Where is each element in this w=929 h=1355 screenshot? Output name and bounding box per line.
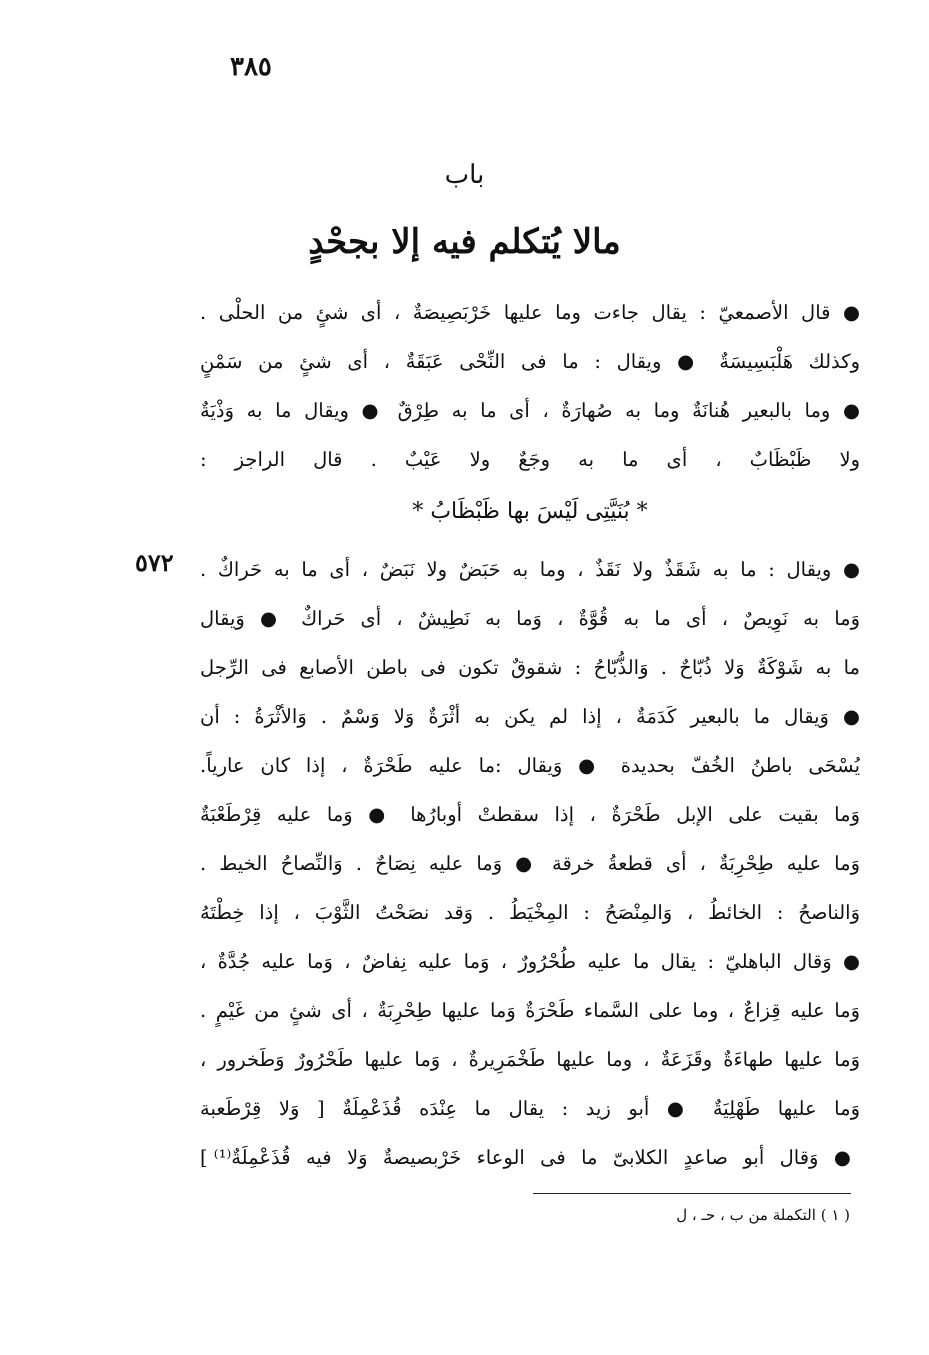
text-line: ● ويقال : ما به شَقَذٌ ولا نَقَذٌ ، وما به حَبَضٌ ولا نَبَضٌ ، أى ما به حَراكٌ . bbox=[200, 558, 860, 581]
text-line: وَما بقيت على الإبل طَحْرَةٌ ، إذا سقطتْ أوبارُها ● وَما عليه قِرْطَعْبَةٌ bbox=[200, 803, 860, 826]
footnote-divider bbox=[533, 1193, 851, 1194]
text-line: وكذلك هَلْبَسِيسَةٌ ● ويقال : ما فى النِّحْى عَبَقَةٌ ، أى شئٍ من سَمْنٍ bbox=[200, 350, 860, 373]
verse-line: * بُنَيَّتِى لَيْسَ بها ظَبْظَابُ * bbox=[412, 499, 648, 524]
chapter-label: باب bbox=[444, 160, 485, 190]
text-line: يُسْحَى باطنُ الخُفّ بحديدة ● وَيقال :ما عليه طَحْرَةٌ ، إذا كان عارياً. bbox=[200, 754, 860, 777]
chapter-title: مالا يُتكلم فيه إلا بجحْدٍ bbox=[308, 222, 621, 262]
text-line: ● وَقال أبو صاعدٍ الكلابىّ ما فى الوعاء خَرْبصيصةٌ وَلا فيه قُذَعْمِلَةٌ⁽¹⁾ ] bbox=[200, 1146, 860, 1169]
text-line: وَما عليه طِحْرِبَةٌ ، أى قطعةُ خرقة ● وَما عليه نِصَاحٌ . وَالنِّصاحُ الخيط . bbox=[200, 852, 860, 875]
text-line: وَالناصحُ : الخائطُ ، وَالمِنْصَحُ : المِخْيَطُ . وَقد نصَحْتُ الثَّوْبَ ، إذا خِطْتَهُ bbox=[200, 901, 860, 924]
body-text bbox=[200, 288, 860, 1182]
margin-entry-number: ٥٧٢ bbox=[135, 548, 174, 577]
text-line: ● قال الأصمعيّ : يقال جاءت وما عليها خَرْبَصِيصَةٌ ، أى شئٍ من الحلْى . bbox=[200, 301, 860, 324]
text-line: وَما عليها طهاءَةٌ وقَزَعَةٌ ، وما عليها طَخْمَرِيرةٌ ، وَما عليها طَحْرُورٌ وَطَخرور ، bbox=[200, 1048, 860, 1071]
text-line: ما به شَوْكَةٌ وَلا ذُبّاحٌ . وَالذُّبّاحُ : شقوقٌ تكون فى باطن الأصابع فى الرِّجل bbox=[200, 656, 860, 679]
text-line: ● وما بالبعير هُنانَةٌ وما به صُهارَةٌ ، أى ما به طِرْقٌ ● ويقال ما به وَذْيَةٌ bbox=[200, 399, 860, 422]
page-number: ٣٨٥ bbox=[230, 52, 272, 82]
text-line: ولا ظَبْظَابٌ ، أى ما به وجَعٌ ولا عَيْبٌ . قال الراجز : bbox=[200, 448, 860, 471]
footnote: ( ١ ) التكملة من ب ، حـ ، ل bbox=[676, 1206, 850, 1224]
text-line: ● وَيقال ما بالبعير كَدَمَةٌ ، إذا لم يكن به أثْرَةٌ وَلا وَسْمٌ . وَالأثْرَةُ : أن bbox=[200, 705, 860, 728]
text-line: وَما به نَوِيصٌ ، أى ما به قُوَّةٌ ، وَما به نَطِيشٌ ، أى حَراكٌ ● وَيقال bbox=[200, 607, 860, 630]
text-line: وَما عليها طَهْلِيَةٌ ● أبو زيد : يقال ما عِنْدَه قُذَعْمِلَةٌ [ وَلا قِرْطَعبة bbox=[200, 1097, 860, 1120]
text-line: ● وَقال الباهليّ : يقال ما عليه طُحْرُورٌ ، وَما عليه نِفاضٌ ، وَما عليه جُدَّةٌ ، bbox=[200, 950, 860, 973]
text-line: وَما عليه قِزاعٌ ، وما على السَّماء طَحْرَةٌ وَما عليها طِحْرِبَةٌ ، أى شئٍ من غَيْمٍ . bbox=[200, 999, 860, 1022]
